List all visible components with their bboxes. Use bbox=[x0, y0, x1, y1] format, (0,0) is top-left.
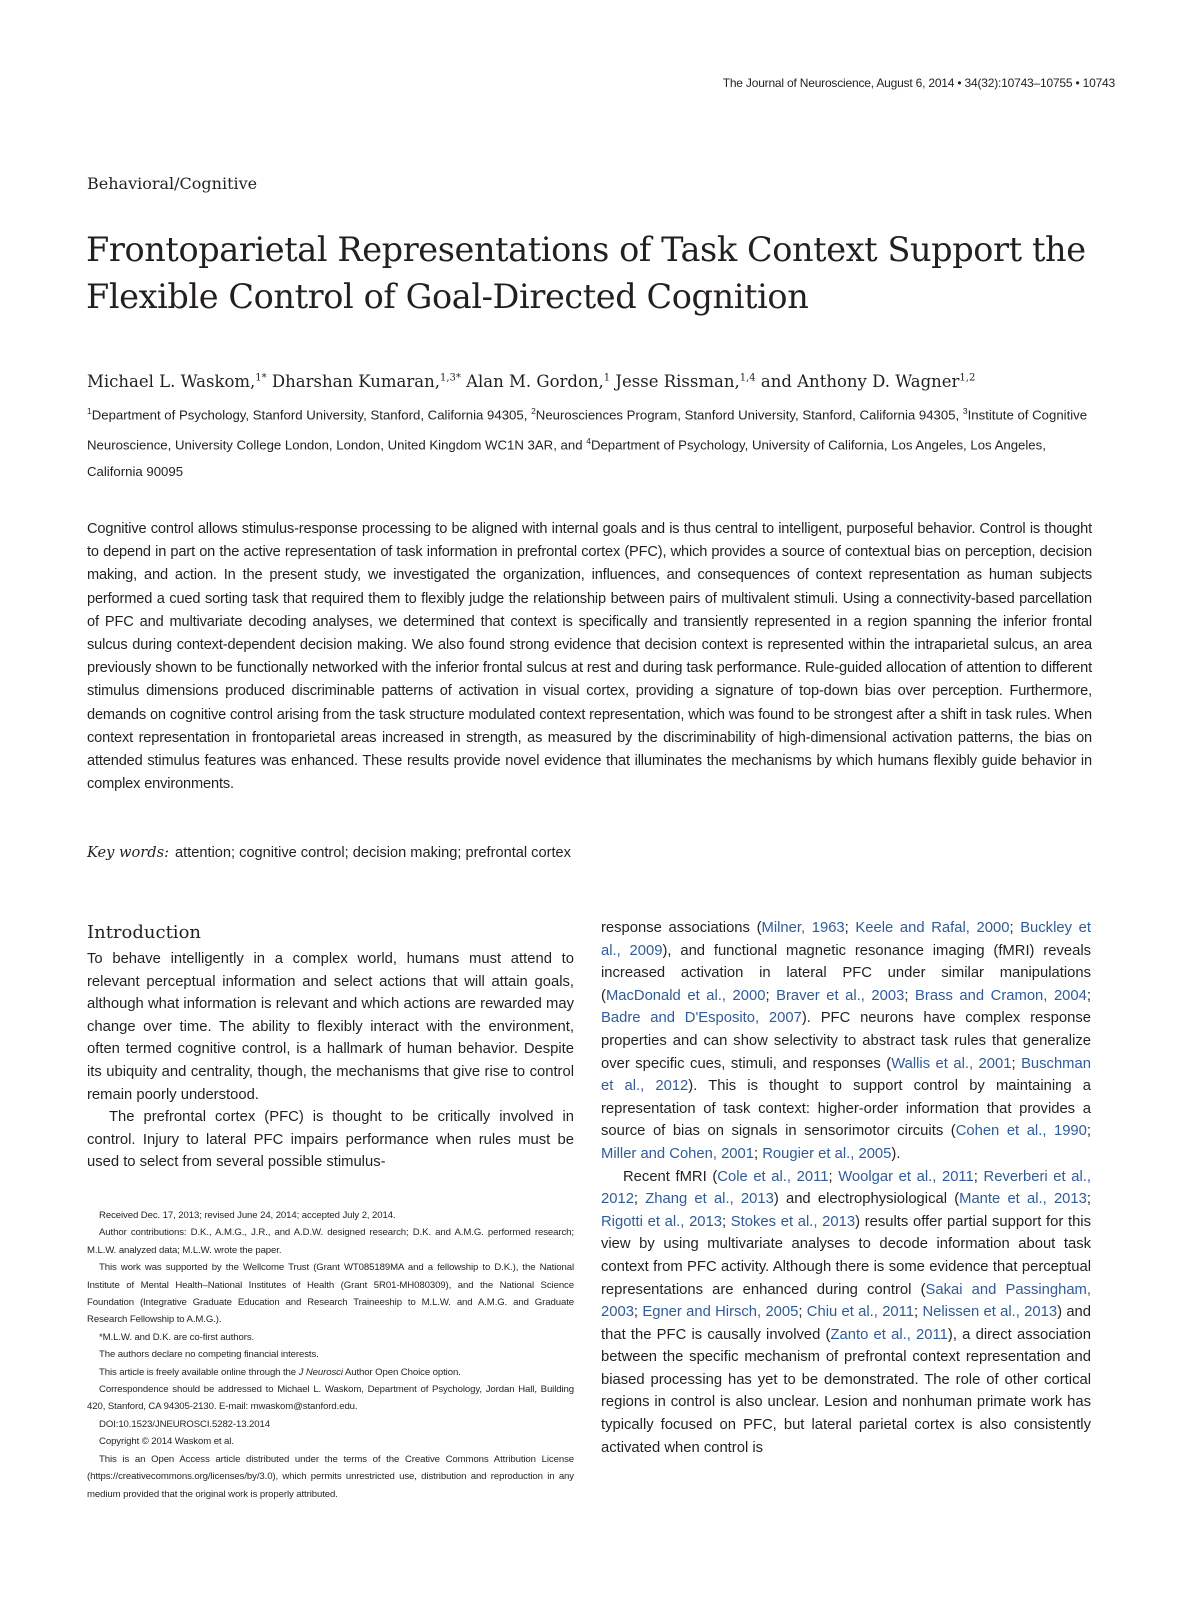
citation-link[interactable]: Mante et al., 2013 bbox=[959, 1191, 1087, 1208]
keywords bbox=[87, 844, 571, 861]
author-name: Alan M. Gordon, bbox=[466, 372, 604, 391]
body-paragraph bbox=[601, 1166, 1091, 1460]
affiliation-mark: 3 bbox=[962, 406, 968, 416]
footnote-correspondence: Correspondence should be addressed to Michael L. Waskom, Department of Psychology, Jordan Hall, Building 420, Stanford, CA 94305-2130. E-mail: mwaskom@stanford.edu. bbox=[87, 1384, 574, 1413]
author-name: Jesse Rissman, bbox=[615, 372, 740, 391]
body-paragraph bbox=[601, 917, 1091, 1166]
citation-link[interactable]: Cole et al., 2011 bbox=[717, 1168, 829, 1185]
citation-link[interactable]: Brass and Cramon, 2004 bbox=[915, 987, 1087, 1004]
footnote-funding: This work was supported by the Wellcome Trust (Grant WT085189MA and a fellowship to D.K.), the National Institute of Mental Health–National Institutes of Health (Grant 5R01-MH080309), and the National Science Foundation (Integrative Graduate Education and Research Traineeship to M.L.W. and A.M.G. and Graduate Research Fellowship to A.M.G.). bbox=[87, 1262, 574, 1326]
introduction-heading: Introduction bbox=[87, 922, 201, 943]
body-text: ; bbox=[722, 1213, 731, 1230]
intro-paragraph: To behave intelligently in a complex world, humans must attend to relevant perceptual information and select actions that will attain goals, although what information is relevant and which actions are rewarded may change over time. The ability to flexibly interact with the environment, often termed cognitive control, is a hallmark of human behavior. Despite its ubiquity and centrality, though, the mechanisms that give rise to control remain poorly understood. bbox=[87, 951, 574, 1103]
author-affiliation-mark: 1 bbox=[603, 372, 611, 384]
body-text: ; bbox=[765, 987, 777, 1004]
author-affiliation-mark: 1* bbox=[255, 372, 267, 384]
body-text: ) and that the PFC is causally involved ( bbox=[601, 1304, 1092, 1343]
citation-link[interactable]: Milner, 1963 bbox=[761, 920, 845, 936]
citation-link[interactable]: Chiu et al., 2011 bbox=[806, 1304, 915, 1321]
body-text: ; bbox=[914, 1304, 923, 1321]
citation-link[interactable]: Rigotti et al., 2013 bbox=[601, 1213, 722, 1230]
keywords-text: attention; cognitive control; decision making; prefrontal cortex bbox=[175, 845, 571, 861]
citation-link[interactable]: Miller and Cohen, 2001 bbox=[601, 1145, 754, 1162]
footnote-open-choice bbox=[87, 1364, 574, 1381]
author-name: Michael L. Waskom, bbox=[87, 372, 256, 391]
open-choice-post: Author Open Choice option. bbox=[342, 1366, 461, 1378]
affiliation-text: Neurosciences Program, Stanford University, Stanford, California 94305, bbox=[535, 407, 963, 423]
citation-link[interactable]: Keele and Rafal, 2000 bbox=[855, 920, 1010, 936]
citation-link[interactable]: Sakai and Passingham, 2003 bbox=[601, 1281, 1091, 1321]
citation-link[interactable]: Stokes et al., 2013 bbox=[730, 1213, 856, 1230]
section-label: Behavioral/Cognitive bbox=[87, 174, 258, 193]
footnote-contributions: Author contributions: D.K., A.M.G., J.R., and A.D.W. designed research; D.K. and A.M.G. performed research; M.L.W. analyzed data; M.L.W. wrote the paper. bbox=[87, 1227, 574, 1256]
body-text: ) and electrophysiological ( bbox=[773, 1191, 960, 1208]
body-text: ; bbox=[1086, 987, 1091, 1004]
body-text: ; bbox=[798, 1304, 807, 1321]
body-text: ; bbox=[904, 987, 916, 1004]
footnote-cofirst: *M.L.W. and D.K. are co-first authors. bbox=[99, 1331, 255, 1343]
citation-link[interactable]: Braver et al., 2003 bbox=[776, 987, 905, 1004]
body-text: ). This is thought to support control by maintaining a representation of task context: higher-order information that provides a source of bias on signals in sensorimotor circuits ( bbox=[601, 1078, 1092, 1140]
citation-link[interactable]: Zanto et al., 2011 bbox=[830, 1326, 948, 1343]
author-affiliation-mark: 1,2 bbox=[959, 372, 976, 384]
citation-link[interactable]: Wallis et al., 2001 bbox=[891, 1055, 1012, 1072]
affiliation-mark: 1 bbox=[87, 406, 92, 416]
open-choice-pre: This article is freely available online through the bbox=[99, 1366, 299, 1378]
citation-link[interactable]: Zhang et al., 2013 bbox=[645, 1191, 774, 1208]
body-text: ). PFC neurons have complex response properties and can show selectivity to abstract task rules that generalize over specific cues, stimuli, and responses ( bbox=[601, 1010, 1091, 1072]
citation-link[interactable]: MacDonald et al., 2000 bbox=[605, 987, 766, 1004]
citation-link[interactable]: Badre and D'Esposito, 2007 bbox=[601, 1010, 802, 1027]
body-text: ; bbox=[1086, 1191, 1091, 1208]
body-text: ; bbox=[973, 1168, 984, 1185]
body-text: ) results offer partial support for this view by using multivariate analyses to decode information about task context from PFC activity. Although there is some evidence that perceptual representations are enhanced during control ( bbox=[601, 1213, 1091, 1298]
citation-link[interactable]: Nelissen et al., 2013 bbox=[922, 1304, 1058, 1321]
body-text: ; bbox=[1011, 1055, 1022, 1072]
footnotes bbox=[87, 1207, 574, 1503]
author-name: and Anthony D. Wagner bbox=[760, 372, 960, 391]
author-name: Dharshan Kumaran, bbox=[271, 372, 440, 391]
footnote-conflict: The authors declare no competing financial interests. bbox=[99, 1349, 319, 1361]
keywords-label: Key words: bbox=[87, 844, 170, 861]
citation-link[interactable]: Woolgar et al., 2011 bbox=[838, 1168, 974, 1185]
running-head: The Journal of Neuroscience, August 6, 2014 • 34(32):10743–10755 • 10743 bbox=[722, 76, 1115, 90]
citation-link[interactable]: Buschman et al., 2012 bbox=[601, 1055, 1091, 1095]
affiliation-text: Department of Psychology, University of California, Los Angeles, Los Angeles, California 90095 bbox=[87, 437, 1046, 479]
author-affiliation-mark: 1,4 bbox=[739, 372, 756, 384]
intro-paragraph: The prefrontal cortex (PFC) is thought to be critically involved in control. Injury to lateral PFC impairs performance when rules must be used to select from several possible stimulus- bbox=[87, 1109, 574, 1171]
affiliation-mark: 4 bbox=[586, 436, 591, 447]
body-text: response associations ( bbox=[601, 920, 762, 936]
footnote-copyright: Copyright © 2014 Waskom et al. bbox=[99, 1436, 234, 1448]
footnote-received: Received Dec. 17, 2013; revised June 24, 2014; accepted July 2, 2014. bbox=[99, 1210, 396, 1221]
open-choice-journal: J Neurosci bbox=[298, 1366, 343, 1378]
author-list bbox=[87, 372, 1107, 391]
body-text: ; bbox=[633, 1304, 643, 1321]
affiliation-text: Institute of Cognitive Neuroscience, University College London, London, United Kingdom WC1N 3AR, and bbox=[87, 407, 1088, 453]
body-text: ; bbox=[1086, 1123, 1092, 1140]
affiliations bbox=[87, 398, 1097, 485]
citation-link[interactable]: Buckley et al., 2009 bbox=[601, 920, 1091, 959]
body-text: Recent fMRI ( bbox=[623, 1168, 718, 1185]
citation-link[interactable]: Egner and Hirsch, 2005 bbox=[642, 1304, 799, 1321]
body-text: ; bbox=[844, 920, 856, 936]
body-text: ; bbox=[1009, 920, 1021, 936]
footnote-license: This is an Open Access article distributed under the terms of the Creative Commons Attribution License (https://creativecommons.org/licenses/by/3.0), which permits unrestricted use, distribution and reproduction in any medium provided that the original work is properly attributed. bbox=[87, 1453, 574, 1500]
body-text: ), a direct association between the specific mechanism of prefrontal context representation and biased processing has yet to be demonstrated. The role of other cortical regions in control is also unclear. Lesion and nonhuman primate work has typically focused on PFC, but lateral parietal cortex is also consistently activated when control is bbox=[601, 1326, 1092, 1456]
affiliation-mark: 2 bbox=[531, 406, 536, 416]
left-column bbox=[87, 918, 574, 1174]
right-column bbox=[601, 917, 1091, 1459]
citation-link[interactable]: Cohen et al., 1990 bbox=[955, 1123, 1087, 1140]
body-text: ; bbox=[754, 1145, 763, 1162]
footnote-doi: DOI:10.1523/JNEUROSCI.5282-13.2014 bbox=[99, 1418, 270, 1430]
body-text: ), and functional magnetic resonance imaging (fMRI) reveals increased activation in lateral PFC under similar manipulations ( bbox=[601, 942, 1091, 1004]
article-title: Frontoparietal Representations of Task Context Support the Flexible Control of Goal-Directed Cognition bbox=[86, 230, 1086, 316]
citation-link[interactable]: Rougier et al., 2005 bbox=[762, 1145, 892, 1162]
body-text: ; bbox=[633, 1191, 646, 1208]
author-affiliation-mark: 1,3* bbox=[439, 372, 461, 384]
body-text: ). bbox=[891, 1145, 901, 1162]
body-text: ; bbox=[828, 1168, 839, 1185]
affiliation-text: Department of Psychology, Stanford University, Stanford, California 94305, bbox=[91, 407, 532, 423]
citation-link[interactable]: Reverberi et al., 2012 bbox=[601, 1168, 1091, 1208]
abstract: Cognitive control allows stimulus-response processing to be aligned with internal goals and is thus central to intelligent, purposeful behavior. Control is thought to depend in part on the active representation of task information in prefrontal cortex (PFC), which provides a source of contextual bias on perception, decision making, and action. In the present study, we investigated the organization, influences, and consequences of context representation as human subjects performed a cued sorting task that required them to flexibly judge the relationship between pairs of multivalent stimuli. Using a connectivity-based parcellation of PFC and multivariate decoding analyses, we determined that context is specifically and transiently represented in a region spanning the inferior frontal sulcus during context-dependent decision making. We also found strong evidence that decision context is represented within the intraparietal sulcus, an area previously shown to be functionally networked with the inferior frontal sulcus at rest and during task performance. Rule-guided allocation of attention to different stimulus dimensions produced discriminable patterns of activation in visual cortex, providing a signature of top-down bias over perception. Furthermore, demands on cognitive control arising from the task structure modulated context representation, which was found to be strongest after a shift in task rules. When context representation in frontoparietal areas increased in strength, as measured by the discriminability of high-dimensional activation patterns, the bias on attended stimulus features was enhanced. These results provide novel evidence that illuminates the mechanisms by which humans flexibly guide behavior in complex environments. bbox=[87, 521, 1092, 793]
